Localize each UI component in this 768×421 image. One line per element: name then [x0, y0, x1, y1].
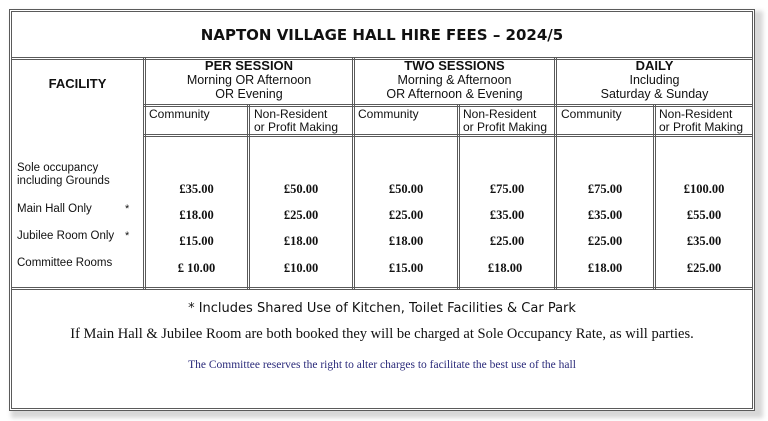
price-cell: £35.00	[587, 208, 623, 222]
subheader-community: Community	[561, 107, 622, 121]
group-title: DAILY	[635, 58, 674, 73]
price-cell: £18.00	[487, 261, 523, 275]
asterisk-marker: *	[125, 230, 130, 242]
price-cell: £18.00	[587, 261, 623, 275]
price-cell: £25.00	[686, 261, 722, 275]
price-cell: £18.00	[283, 234, 319, 248]
price-cell: £25.00	[587, 234, 623, 248]
note-shared-use: * Includes Shared Use of Kitchen, Toilet Facilities & Car Park	[188, 301, 576, 316]
price-cell: £35.00	[179, 182, 214, 196]
price-cell: £35.00	[686, 234, 722, 248]
facility-header: FACILITY	[48, 76, 107, 91]
price-cell: £25.00	[489, 234, 525, 248]
row-label-main-hall: Main Hall Only	[17, 203, 92, 215]
subheader-non-resident: Non-Resident or Profit Making	[659, 107, 744, 134]
row-label-sole-occupancy: Sole occupancy including Grounds	[17, 162, 110, 187]
price-cell: £75.00	[489, 182, 525, 196]
price-cell: £35.00	[489, 208, 525, 222]
group-header-two-sessions	[355, 59, 554, 101]
group-title: PER SESSION	[204, 58, 294, 73]
note-committee-rights: The Committee reserves the right to alter charges to facilitate the best use of the hall	[188, 359, 576, 371]
group-line: OR Afternoon & Evening	[386, 87, 523, 101]
price-cell: £100.00	[683, 182, 725, 196]
subheader-non-resident: Non-Resident or Profit Making	[254, 107, 339, 134]
group-title: TWO SESSIONS	[404, 58, 505, 73]
price-cell: £50.00	[388, 182, 424, 196]
group-header-per-session	[146, 59, 352, 101]
group-line: Including	[629, 73, 680, 87]
group-line: Saturday & Sunday	[600, 87, 709, 101]
row-label-jubilee-room: Jubilee Room Only	[17, 230, 115, 242]
row-label-committee-rooms: Committee Rooms	[17, 257, 113, 269]
price-cell: £10.00	[283, 261, 319, 275]
price-cell: £55.00	[686, 208, 722, 222]
group-header-daily	[557, 59, 752, 101]
price-cell: £15.00	[388, 261, 424, 275]
group-line: Morning OR Afternoon	[186, 73, 312, 87]
price-cell: £75.00	[587, 182, 623, 196]
divider	[143, 134, 752, 137]
price-cell: £25.00	[388, 208, 424, 222]
group-line: Morning & Afternoon	[397, 73, 512, 87]
fees-document	[9, 9, 755, 411]
asterisk-marker: *	[125, 203, 130, 215]
subheader-community: Community	[358, 107, 419, 121]
note-sole-occupancy-rate: If Main Hall & Jubilee Room are both booked they will be charged at Sole Occupancy Rate, as will parties.	[70, 326, 694, 342]
subheader-non-resident: Non-Resident or Profit Making	[463, 107, 548, 134]
group-line: OR Evening	[215, 87, 283, 101]
subheader-community: Community	[149, 107, 210, 121]
price-cell: £15.00	[179, 234, 214, 248]
price-cell: £18.00	[179, 208, 214, 222]
price-cell: £50.00	[283, 182, 319, 196]
price-cell: £18.00	[388, 234, 424, 248]
price-cell: £25.00	[283, 208, 319, 222]
divider	[12, 287, 752, 290]
page-title: NAPTON VILLAGE HALL HIRE FEES – 2024/5	[200, 26, 564, 44]
price-cell: £ 10.00	[177, 261, 216, 275]
